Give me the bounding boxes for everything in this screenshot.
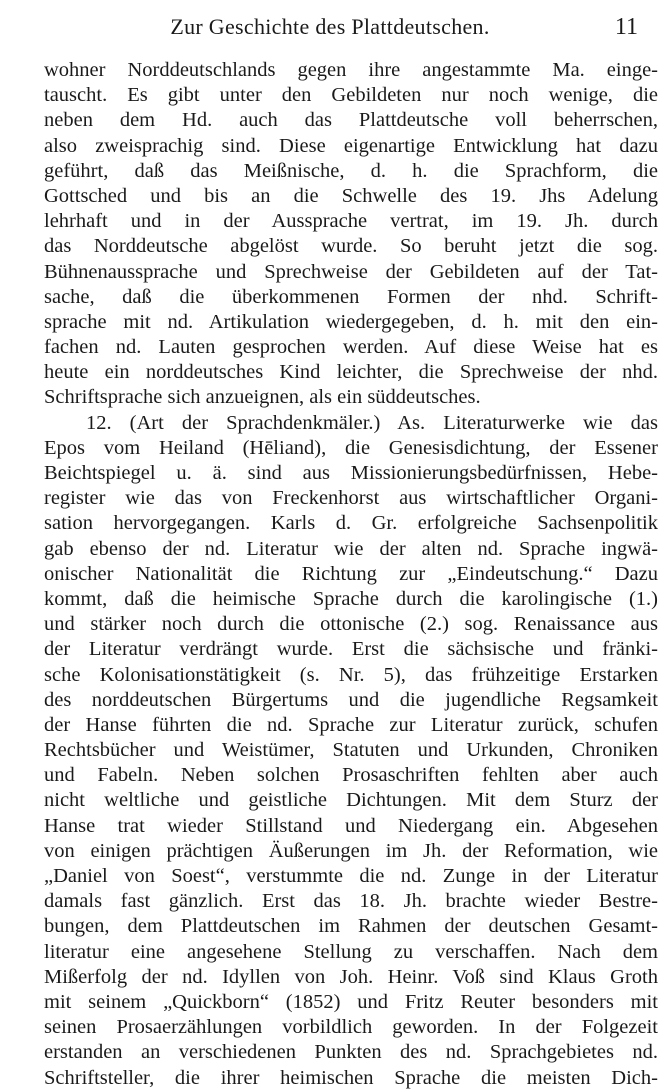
text-line: Mißerfolg der nd. Idyllen von Joh. Heinr. Voß sind Klaus Groth: [44, 965, 658, 988]
text-line: wohner Norddeutschlands gegen ihre angestammte Ma. einge-: [44, 59, 658, 81]
text-line: gab ebenso der nd. Literatur wie der alten nd. Sprache ingwä-: [44, 537, 658, 560]
text-line: damals fast gänzlich. Erst das 18. Jh. brachte wieder Bestre-: [44, 890, 658, 913]
text-line: Bühnenaussprache und Sprechweise der Gebildeten auf der Tat-: [44, 260, 658, 283]
text-line: „Daniel von Soest“, verstummte die nd. Zunge in der Literatur: [44, 865, 658, 887]
text-line: und stärker noch durch die ottonische (2.) sog. Renaissance aus: [44, 613, 658, 636]
text-line: kommt, daß die heimische Sprache durch die karolingische (1.): [44, 587, 658, 610]
body-text: [44, 58, 658, 1091]
text-line: der Literatur verdrängt wurde. Erst die sächsische und fränki-: [44, 638, 658, 661]
text-line: des norddeutschen Bürgertums und die jugendliche Regsamkeit: [44, 688, 658, 711]
text-line: bungen, dem Plattdeutschen im Rahmen der deutschen Gesamt-: [44, 915, 658, 938]
text-line: Hanse trat wieder Stillstand und Niedergang ein. Abgesehen: [44, 814, 658, 837]
text-line: also zweisprachig sind. Diese eigenartige Entwicklung hat dazu: [44, 134, 658, 157]
running-title: Zur Geschichte des Plattdeutschen.: [170, 14, 490, 39]
text-line: sche Kolonisationstätigkeit (s. Nr. 5), das frühzeitige Erstarken: [44, 663, 658, 686]
text-line: onischer Nationalität die Richtung zur „Eindeutschung.“ Dazu: [44, 562, 658, 585]
text-line: Beichtspiegel u. ä. sind aus Missionierungsbedürfnissen, Hebe-: [44, 462, 658, 484]
paragraph-end-line: Schriftsprache sich anzueignen, als ein süddeutsches.: [44, 386, 481, 409]
text-line: seinen Prosaerzählungen vorbildlich geworden. In der Folgezeit: [44, 1016, 658, 1039]
text-line: Schriftsteller, die ihrer heimischen Sprache die meisten Dich-: [44, 1066, 658, 1089]
text-line: Rechtsbücher und Weistümer, Statuten und Urkunden, Chroniken: [44, 739, 658, 762]
text-line: das Norddeutsche abgelöst wurde. So beruht jetzt die sog.: [44, 235, 658, 258]
text-line: der Hanse führten die nd. Sprache zur Literatur zurück, schufen: [44, 713, 658, 736]
text-line: neben dem Hd. auch das Plattdeutsche voll beherrschen,: [44, 109, 658, 132]
text-line: und Fabeln. Neben solchen Prosaschriften fehlten aber auch: [44, 764, 658, 787]
text-line: heute ein norddeutsches Kind leichter, die Sprechweise der nhd.: [44, 361, 658, 384]
running-header: [0, 10, 660, 44]
section-12-start-line: 12. (Art der Sprachdenkmäler.) As. Literaturwerke wie das: [86, 411, 658, 434]
text-line: Gottsched und bis an die Schwelle des 19. Jhs Adelung: [44, 184, 658, 207]
text-line: tauscht. Es gibt unter den Gebildeten nur noch wenige, die: [44, 84, 658, 107]
text-line: lehrhaft und in der Aussprache vertrat, im 19. Jh. durch: [44, 210, 658, 233]
text-line: fachen nd. Lauten gesprochen werden. Auf diese Weise hat es: [44, 336, 658, 359]
text-line: register wie das von Freckenhorst aus wirtschaftlicher Organi-: [44, 487, 658, 510]
text-line: sation hervorgegangen. Karls d. Gr. erfolgreiche Sachsenpolitik: [44, 512, 658, 535]
page-number: 11: [614, 14, 638, 40]
text-line: erstanden an verschiedenen Punkten des nd. Sprachgebietes nd.: [44, 1041, 658, 1064]
text-line: sprache mit nd. Artikulation wiedergegeben, d. h. mit den ein-: [44, 310, 658, 333]
text-line: literatur eine angesehene Stellung zu verschaffen. Nach dem: [44, 940, 658, 963]
text-line: Epos vom Heiland (Hēliand), die Genesisdichtung, der Essener: [44, 436, 658, 459]
text-line: sache, daß die überkommenen Formen der nhd. Schrift-: [44, 285, 658, 308]
text-line: mit seinem „Quickborn“ (1852) und Fritz Reuter besonders mit: [44, 990, 658, 1013]
text-line: nicht weltliche und geistliche Dichtungen. Mit dem Sturz der: [44, 789, 658, 812]
text-line: geführt, daß das Meißnische, d. h. die Sprachform, die: [44, 159, 658, 182]
text-line: von einigen prächtigen Äußerungen im Jh. der Reformation, wie: [44, 839, 658, 862]
